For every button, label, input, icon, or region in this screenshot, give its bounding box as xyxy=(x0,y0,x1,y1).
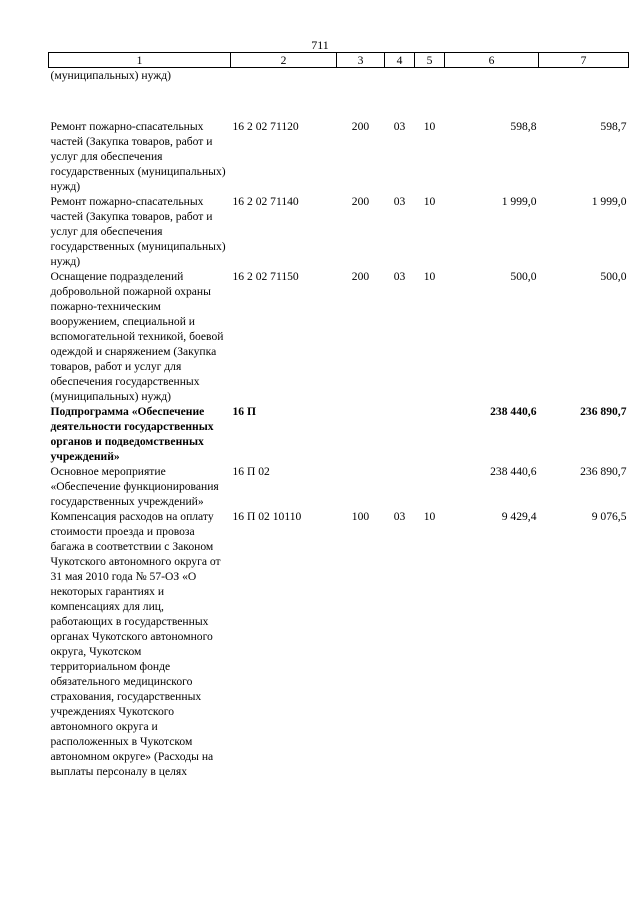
row-code: 16 2 02 71140 xyxy=(232,195,299,208)
row-value-7: 598,7 xyxy=(600,120,627,133)
row-name: Подпрограмма «Обеспечение деятельности государственных органов и подведомственных учреждений» xyxy=(50,405,214,463)
header-col-7: 7 xyxy=(539,53,629,68)
row-c4: 03 xyxy=(393,270,406,283)
budget-table xyxy=(48,52,629,779)
row-c4: 03 xyxy=(393,195,406,208)
table-row xyxy=(49,68,629,84)
row-name: Ремонт пожарно-спасательных частей (Закупка товаров, работ и услуг для обеспечения государственных (муниципальных) нужд) xyxy=(50,120,226,193)
row-c3: 100 xyxy=(351,510,370,523)
row-value-7: 500,0 xyxy=(600,270,627,283)
row-value-7: 9 076,5 xyxy=(591,510,627,523)
row-code: 16 2 02 71120 xyxy=(232,120,299,133)
header-row xyxy=(49,53,629,68)
row-value-6: 1 999,0 xyxy=(501,195,537,208)
row-name: Ремонт пожарно-спасательных частей (Закупка товаров, работ и услуг для обеспечения государственных (муниципальных) нужд) xyxy=(50,195,226,268)
row-name: Компенсация расходов на оплату стоимости проезда и провоза багажа в соответствии с Законом Чукотского автономного округа от 31 мая 2010 года № 57-ОЗ «О некоторых гарантиях и компенсациях для лиц, работающих в государственных органах Чукотского автономного округа, Чукотском территориальном фонде обязательного медицинского страхования, государственных учреждениях Чукотского автономного округа и расположенных в Чукотском автономном округе» (Расходы на выплаты персоналу в целях xyxy=(50,510,221,778)
header-col-4: 4 xyxy=(385,53,415,68)
row-c4: 03 xyxy=(393,120,406,133)
header-col-5: 5 xyxy=(415,53,445,68)
header-col-1: 1 xyxy=(49,53,231,68)
header-col-3: 3 xyxy=(337,53,385,68)
row-c3: 200 xyxy=(351,120,370,133)
row-code: 16 П 02 xyxy=(232,465,270,478)
page-number: 711 xyxy=(311,38,329,52)
row-code: 16 П 02 10110 xyxy=(232,510,302,523)
table-row xyxy=(49,194,629,269)
table-row xyxy=(49,509,629,779)
row-c5: 10 xyxy=(423,195,436,208)
row-name: Основное мероприятие «Обеспечение функционирования государственных учреждений» xyxy=(50,465,219,508)
row-name: (муниципальных) нужд) xyxy=(50,69,172,82)
row-c5: 10 xyxy=(423,120,436,133)
row-code: 16 П xyxy=(232,405,257,418)
row-c4 xyxy=(385,464,415,509)
row-name: Оснащение подразделений добровольной пожарной охраны пожарно-техническим вооружением, специальной и вспомогательной техникой, боевой одеждой и снаряжением (Закупка товаров, работ и услуг для обеспечения государственных (муниципальных) нужд) xyxy=(50,270,224,403)
row-value-6: 598,8 xyxy=(510,120,537,133)
row-c4 xyxy=(385,404,415,464)
row-c5: 10 xyxy=(423,270,436,283)
header-col-2: 2 xyxy=(231,53,337,68)
row-value-6: 9 429,4 xyxy=(501,510,537,523)
row-code: 16 2 02 71150 xyxy=(232,270,299,283)
row-value-7 xyxy=(539,68,629,84)
row-value-6: 238 440,6 xyxy=(490,465,537,478)
row-c5 xyxy=(415,464,445,509)
table-row xyxy=(49,269,629,404)
row-c3 xyxy=(337,68,385,84)
row-value-7: 236 890,7 xyxy=(580,465,627,478)
row-c3 xyxy=(337,404,385,464)
row-c5 xyxy=(415,404,445,464)
row-c5 xyxy=(415,68,445,84)
row-value-6 xyxy=(445,68,539,84)
row-value-7: 236 890,7 xyxy=(580,405,627,418)
row-value-6: 238 440,6 xyxy=(490,405,537,418)
row-c3 xyxy=(337,464,385,509)
subprogram-row xyxy=(49,404,629,464)
table-row xyxy=(49,464,629,509)
row-c3: 200 xyxy=(351,270,370,283)
row-c4: 03 xyxy=(393,510,406,523)
row-c3: 200 xyxy=(351,195,370,208)
table-row xyxy=(49,119,629,194)
row-value-7: 1 999,0 xyxy=(591,195,627,208)
header-col-6: 6 xyxy=(445,53,539,68)
spacer-row xyxy=(49,83,629,119)
row-value-6: 500,0 xyxy=(510,270,537,283)
row-c4 xyxy=(385,68,415,84)
row-code xyxy=(231,68,337,84)
row-c5: 10 xyxy=(423,510,436,523)
